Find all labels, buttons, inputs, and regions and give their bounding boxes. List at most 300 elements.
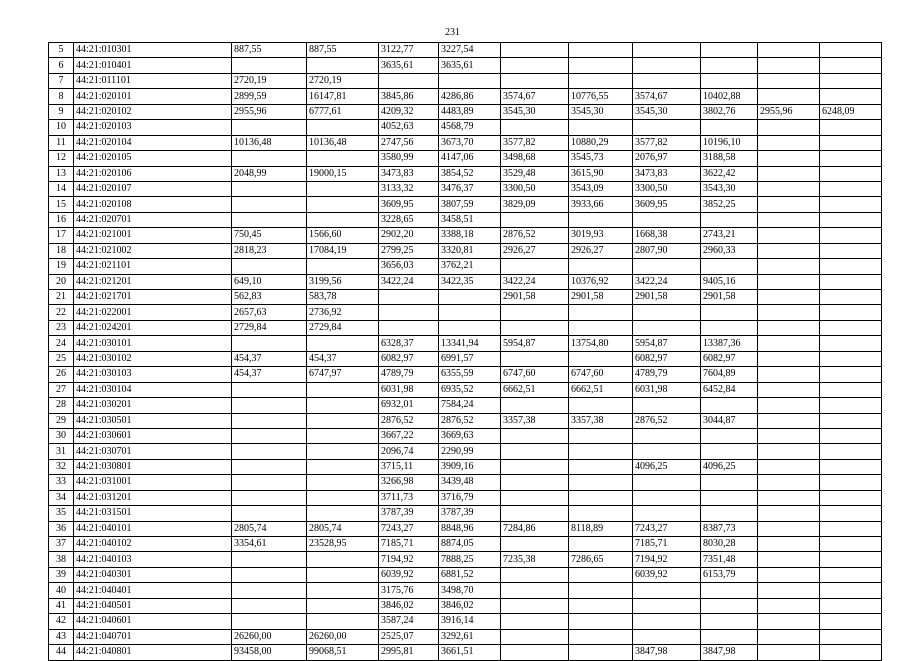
value-cell: 3933,66 xyxy=(569,197,633,212)
value-cell xyxy=(307,336,379,351)
value-cell: 7284,86 xyxy=(501,521,569,536)
row-number-cell: 12 xyxy=(49,151,74,166)
table-row xyxy=(49,428,882,443)
value-cell xyxy=(232,181,307,196)
value-cell: 19000,15 xyxy=(307,166,379,181)
value-cell: 6082,97 xyxy=(633,351,701,366)
value-cell: 8874,05 xyxy=(439,537,501,552)
value-cell xyxy=(701,444,758,459)
value-cell: 3854,52 xyxy=(439,166,501,181)
value-cell: 6881,52 xyxy=(439,567,501,582)
value-cell xyxy=(820,413,882,428)
value-cell xyxy=(701,320,758,335)
value-cell: 2995,81 xyxy=(379,645,439,660)
cadastral-code-cell: 44:21:021101 xyxy=(74,259,232,274)
row-number-cell: 30 xyxy=(49,428,74,443)
cadastral-code-cell: 44:21:040102 xyxy=(74,537,232,552)
value-cell: 10880,29 xyxy=(569,135,633,150)
value-cell: 10196,10 xyxy=(701,135,758,150)
value-cell xyxy=(501,598,569,613)
value-cell xyxy=(633,58,701,73)
value-cell: 2805,74 xyxy=(232,521,307,536)
value-cell xyxy=(633,598,701,613)
value-cell xyxy=(758,490,820,505)
value-cell: 3044,87 xyxy=(701,413,758,428)
row-number-cell: 31 xyxy=(49,444,74,459)
value-cell xyxy=(569,259,633,274)
value-cell: 3388,18 xyxy=(439,228,501,243)
value-cell: 3716,79 xyxy=(439,490,501,505)
value-cell: 3587,24 xyxy=(379,614,439,629)
value-cell xyxy=(501,459,569,474)
value-cell xyxy=(758,552,820,567)
value-cell: 7286,65 xyxy=(569,552,633,567)
table-row xyxy=(49,274,882,289)
table-row xyxy=(49,351,882,366)
value-cell: 4209,32 xyxy=(379,104,439,119)
cadastral-code-cell: 44:21:020701 xyxy=(74,212,232,227)
value-cell xyxy=(501,490,569,505)
row-number-cell: 44 xyxy=(49,645,74,660)
row-number-cell: 22 xyxy=(49,305,74,320)
value-cell: 1668,38 xyxy=(633,228,701,243)
cadastral-code-cell: 44:21:010301 xyxy=(74,43,232,58)
value-cell xyxy=(820,567,882,582)
value-cell xyxy=(569,351,633,366)
value-cell: 6355,59 xyxy=(439,367,501,382)
value-cell xyxy=(758,398,820,413)
row-number-cell: 17 xyxy=(49,228,74,243)
value-cell xyxy=(820,228,882,243)
cadastral-code-cell: 44:21:020101 xyxy=(74,89,232,104)
value-cell: 3545,73 xyxy=(569,151,633,166)
value-cell xyxy=(232,506,307,521)
value-cell xyxy=(820,367,882,382)
value-cell xyxy=(439,305,501,320)
value-cell: 2901,58 xyxy=(501,290,569,305)
value-cell: 3473,83 xyxy=(633,166,701,181)
value-cell: 6248,09 xyxy=(820,104,882,119)
value-cell xyxy=(501,645,569,660)
value-cell: 649,10 xyxy=(232,274,307,289)
table-row xyxy=(49,398,882,413)
value-cell: 2048,99 xyxy=(232,166,307,181)
value-cell xyxy=(820,629,882,644)
value-cell xyxy=(569,320,633,335)
cadastral-code-cell: 44:21:030701 xyxy=(74,444,232,459)
value-cell xyxy=(758,583,820,598)
value-cell: 3580,99 xyxy=(379,151,439,166)
value-cell xyxy=(307,598,379,613)
value-cell xyxy=(820,197,882,212)
value-cell: 8387,73 xyxy=(701,521,758,536)
value-cell: 10776,55 xyxy=(569,89,633,104)
row-number-cell: 36 xyxy=(49,521,74,536)
value-cell: 13341,94 xyxy=(439,336,501,351)
value-cell xyxy=(232,197,307,212)
value-cell xyxy=(633,444,701,459)
value-cell: 3852,25 xyxy=(701,197,758,212)
value-cell xyxy=(820,537,882,552)
value-cell: 887,55 xyxy=(307,43,379,58)
cadastral-code-cell: 44:21:040801 xyxy=(74,645,232,660)
value-cell: 3807,59 xyxy=(439,197,501,212)
row-number-cell: 20 xyxy=(49,274,74,289)
value-cell: 6039,92 xyxy=(379,567,439,582)
row-number-cell: 24 xyxy=(49,336,74,351)
value-cell xyxy=(758,459,820,474)
value-cell xyxy=(633,212,701,227)
value-cell xyxy=(633,490,701,505)
value-cell xyxy=(569,444,633,459)
value-cell xyxy=(701,598,758,613)
value-cell: 2729,84 xyxy=(232,320,307,335)
value-cell xyxy=(569,428,633,443)
value-cell: 6747,60 xyxy=(501,367,569,382)
value-cell xyxy=(701,583,758,598)
value-cell: 3357,38 xyxy=(569,413,633,428)
row-number-cell: 10 xyxy=(49,120,74,135)
value-cell xyxy=(232,336,307,351)
value-cell: 3543,30 xyxy=(701,181,758,196)
value-cell: 2926,27 xyxy=(569,243,633,258)
value-cell xyxy=(232,583,307,598)
value-cell: 3300,50 xyxy=(501,181,569,196)
value-cell xyxy=(569,614,633,629)
value-cell xyxy=(439,320,501,335)
value-cell xyxy=(569,73,633,88)
value-cell xyxy=(820,181,882,196)
value-cell xyxy=(701,259,758,274)
value-cell xyxy=(633,629,701,644)
value-cell: 3829,09 xyxy=(501,197,569,212)
value-cell: 26260,00 xyxy=(232,629,307,644)
value-cell: 1566,60 xyxy=(307,228,379,243)
value-cell: 3422,24 xyxy=(501,274,569,289)
row-number-cell: 14 xyxy=(49,181,74,196)
table-row xyxy=(49,521,882,536)
row-number-cell: 41 xyxy=(49,598,74,613)
value-cell: 4096,25 xyxy=(701,459,758,474)
value-cell: 10136,48 xyxy=(232,135,307,150)
value-cell xyxy=(820,475,882,490)
table-row xyxy=(49,212,882,227)
value-cell xyxy=(758,135,820,150)
value-cell: 7243,27 xyxy=(379,521,439,536)
table-row xyxy=(49,151,882,166)
value-cell xyxy=(820,336,882,351)
table-row xyxy=(49,305,882,320)
value-cell: 3188,58 xyxy=(701,151,758,166)
row-number-cell: 9 xyxy=(49,104,74,119)
value-cell: 2720,19 xyxy=(307,73,379,88)
value-cell xyxy=(758,73,820,88)
table-row xyxy=(49,614,882,629)
value-cell: 2805,74 xyxy=(307,521,379,536)
value-cell: 6082,97 xyxy=(379,351,439,366)
value-cell: 3019,93 xyxy=(569,228,633,243)
value-cell: 3711,73 xyxy=(379,490,439,505)
value-cell: 2901,58 xyxy=(701,290,758,305)
value-cell: 4568,79 xyxy=(439,120,501,135)
row-number-cell: 23 xyxy=(49,320,74,335)
table-row xyxy=(49,629,882,644)
value-cell: 4483,89 xyxy=(439,104,501,119)
value-cell xyxy=(820,398,882,413)
value-cell: 2729,84 xyxy=(307,320,379,335)
value-cell xyxy=(820,552,882,567)
value-cell xyxy=(232,428,307,443)
value-cell: 3545,30 xyxy=(633,104,701,119)
row-number-cell: 43 xyxy=(49,629,74,644)
cadastral-code-cell: 44:21:011101 xyxy=(74,73,232,88)
value-cell: 3476,37 xyxy=(439,181,501,196)
value-cell: 2876,52 xyxy=(633,413,701,428)
row-number-cell: 11 xyxy=(49,135,74,150)
value-cell xyxy=(501,567,569,582)
value-cell xyxy=(501,351,569,366)
value-cell xyxy=(758,89,820,104)
table-row xyxy=(49,89,882,104)
cadastral-code-cell: 44:21:030102 xyxy=(74,351,232,366)
value-cell xyxy=(758,614,820,629)
value-cell xyxy=(633,320,701,335)
value-cell xyxy=(701,614,758,629)
value-cell: 3439,48 xyxy=(439,475,501,490)
value-cell xyxy=(701,305,758,320)
cadastral-code-cell: 44:21:030801 xyxy=(74,459,232,474)
row-number-cell: 37 xyxy=(49,537,74,552)
cadastral-code-cell: 44:21:020102 xyxy=(74,104,232,119)
value-cell xyxy=(758,320,820,335)
value-cell xyxy=(758,181,820,196)
row-number-cell: 7 xyxy=(49,73,74,88)
value-cell xyxy=(758,58,820,73)
value-cell: 887,55 xyxy=(232,43,307,58)
page-number: 231 xyxy=(445,27,460,38)
value-cell: 6662,51 xyxy=(569,382,633,397)
value-cell: 3577,82 xyxy=(633,135,701,150)
row-number-cell: 18 xyxy=(49,243,74,258)
value-cell xyxy=(820,259,882,274)
value-cell xyxy=(307,490,379,505)
value-cell xyxy=(307,58,379,73)
value-cell xyxy=(501,444,569,459)
value-cell xyxy=(758,475,820,490)
value-cell: 6082,97 xyxy=(701,351,758,366)
value-cell xyxy=(232,382,307,397)
value-cell xyxy=(758,120,820,135)
value-cell: 2818,23 xyxy=(232,243,307,258)
value-cell: 3357,38 xyxy=(501,413,569,428)
value-cell xyxy=(633,305,701,320)
value-cell: 6991,57 xyxy=(439,351,501,366)
value-cell: 3574,67 xyxy=(501,89,569,104)
cadastral-code-cell: 44:21:020106 xyxy=(74,166,232,181)
value-cell xyxy=(758,166,820,181)
value-cell xyxy=(307,552,379,567)
value-cell: 26260,00 xyxy=(307,629,379,644)
value-cell xyxy=(701,506,758,521)
value-cell xyxy=(820,583,882,598)
cadastral-code-cell: 44:21:040401 xyxy=(74,583,232,598)
value-cell xyxy=(758,228,820,243)
row-number-cell: 19 xyxy=(49,259,74,274)
row-number-cell: 21 xyxy=(49,290,74,305)
value-cell xyxy=(569,567,633,582)
cadastral-code-cell: 44:21:021002 xyxy=(74,243,232,258)
value-cell xyxy=(501,58,569,73)
value-cell: 16147,81 xyxy=(307,89,379,104)
row-number-cell: 28 xyxy=(49,398,74,413)
value-cell xyxy=(569,490,633,505)
value-cell: 3320,81 xyxy=(439,243,501,258)
value-cell xyxy=(701,58,758,73)
value-cell xyxy=(820,490,882,505)
value-cell xyxy=(820,459,882,474)
value-cell: 6031,98 xyxy=(633,382,701,397)
value-cell: 4789,79 xyxy=(633,367,701,382)
value-cell: 3545,30 xyxy=(501,104,569,119)
value-cell: 2720,19 xyxy=(232,73,307,88)
value-cell xyxy=(820,305,882,320)
value-cell xyxy=(569,583,633,598)
cadastral-code-cell: 44:21:030101 xyxy=(74,336,232,351)
value-cell: 6935,52 xyxy=(439,382,501,397)
value-cell xyxy=(307,212,379,227)
value-cell: 7584,24 xyxy=(439,398,501,413)
value-cell xyxy=(232,552,307,567)
cadastral-code-cell: 44:21:030501 xyxy=(74,413,232,428)
value-cell: 3292,61 xyxy=(439,629,501,644)
value-cell xyxy=(633,475,701,490)
value-cell xyxy=(569,43,633,58)
value-cell xyxy=(758,645,820,660)
value-cell xyxy=(501,475,569,490)
row-number-cell: 15 xyxy=(49,197,74,212)
value-cell: 3762,21 xyxy=(439,259,501,274)
value-cell: 13754,80 xyxy=(569,336,633,351)
table-row xyxy=(49,336,882,351)
value-cell: 2902,20 xyxy=(379,228,439,243)
value-cell xyxy=(758,444,820,459)
value-cell xyxy=(501,43,569,58)
value-cell xyxy=(758,259,820,274)
value-cell xyxy=(820,89,882,104)
table-row xyxy=(49,475,882,490)
value-cell: 2747,56 xyxy=(379,135,439,150)
value-cell: 454,37 xyxy=(307,351,379,366)
cadastral-code-cell: 44:21:040301 xyxy=(74,567,232,582)
value-cell xyxy=(758,212,820,227)
value-cell xyxy=(569,212,633,227)
value-cell: 93458,00 xyxy=(232,645,307,660)
value-cell xyxy=(820,73,882,88)
value-cell xyxy=(379,305,439,320)
value-cell: 2960,33 xyxy=(701,243,758,258)
value-cell xyxy=(820,166,882,181)
table-row xyxy=(49,58,882,73)
value-cell xyxy=(758,197,820,212)
value-cell xyxy=(701,43,758,58)
value-cell: 2743,21 xyxy=(701,228,758,243)
value-cell: 3802,76 xyxy=(701,104,758,119)
value-cell: 2657,63 xyxy=(232,305,307,320)
value-cell xyxy=(379,290,439,305)
value-cell xyxy=(820,43,882,58)
value-cell: 10376,92 xyxy=(569,274,633,289)
value-cell xyxy=(307,567,379,582)
cadastral-code-cell: 44:21:021701 xyxy=(74,290,232,305)
value-cell xyxy=(758,336,820,351)
value-cell xyxy=(633,73,701,88)
value-cell xyxy=(501,212,569,227)
value-cell xyxy=(232,212,307,227)
cadastral-code-cell: 44:21:010401 xyxy=(74,58,232,73)
value-cell xyxy=(758,629,820,644)
row-number-cell: 42 xyxy=(49,614,74,629)
value-cell xyxy=(758,351,820,366)
value-cell: 6777,61 xyxy=(307,104,379,119)
value-cell xyxy=(758,367,820,382)
table-row xyxy=(49,583,882,598)
cadastral-code-cell: 44:21:020105 xyxy=(74,151,232,166)
value-cell xyxy=(758,290,820,305)
value-cell xyxy=(633,398,701,413)
value-cell xyxy=(820,290,882,305)
value-cell xyxy=(501,506,569,521)
table-row xyxy=(49,320,882,335)
value-cell: 3715,11 xyxy=(379,459,439,474)
table-row xyxy=(49,413,882,428)
row-number-cell: 25 xyxy=(49,351,74,366)
value-cell xyxy=(307,181,379,196)
value-cell: 13387,36 xyxy=(701,336,758,351)
value-cell xyxy=(820,212,882,227)
value-cell xyxy=(758,243,820,258)
value-cell xyxy=(501,428,569,443)
value-cell xyxy=(501,583,569,598)
value-cell: 3622,42 xyxy=(701,166,758,181)
value-cell xyxy=(501,259,569,274)
table-row xyxy=(49,567,882,582)
value-cell xyxy=(501,629,569,644)
table-row xyxy=(49,120,882,135)
table-row xyxy=(49,73,882,88)
value-cell xyxy=(758,537,820,552)
value-cell: 3656,03 xyxy=(379,259,439,274)
value-cell: 8848,96 xyxy=(439,521,501,536)
value-cell: 7194,92 xyxy=(379,552,439,567)
value-cell: 7235,38 xyxy=(501,552,569,567)
value-cell xyxy=(758,305,820,320)
value-cell: 3609,95 xyxy=(633,197,701,212)
value-cell xyxy=(820,58,882,73)
value-cell: 3354,61 xyxy=(232,537,307,552)
value-cell xyxy=(501,120,569,135)
value-cell xyxy=(232,259,307,274)
cadastral-code-cell: 44:21:020108 xyxy=(74,197,232,212)
value-cell: 8030,28 xyxy=(701,537,758,552)
value-cell: 4096,25 xyxy=(633,459,701,474)
value-cell: 7185,71 xyxy=(633,537,701,552)
value-cell xyxy=(501,537,569,552)
value-cell xyxy=(633,506,701,521)
cadastral-code-cell: 44:21:040601 xyxy=(74,614,232,629)
value-cell: 2799,25 xyxy=(379,243,439,258)
value-cell: 2901,58 xyxy=(569,290,633,305)
row-number-cell: 29 xyxy=(49,413,74,428)
